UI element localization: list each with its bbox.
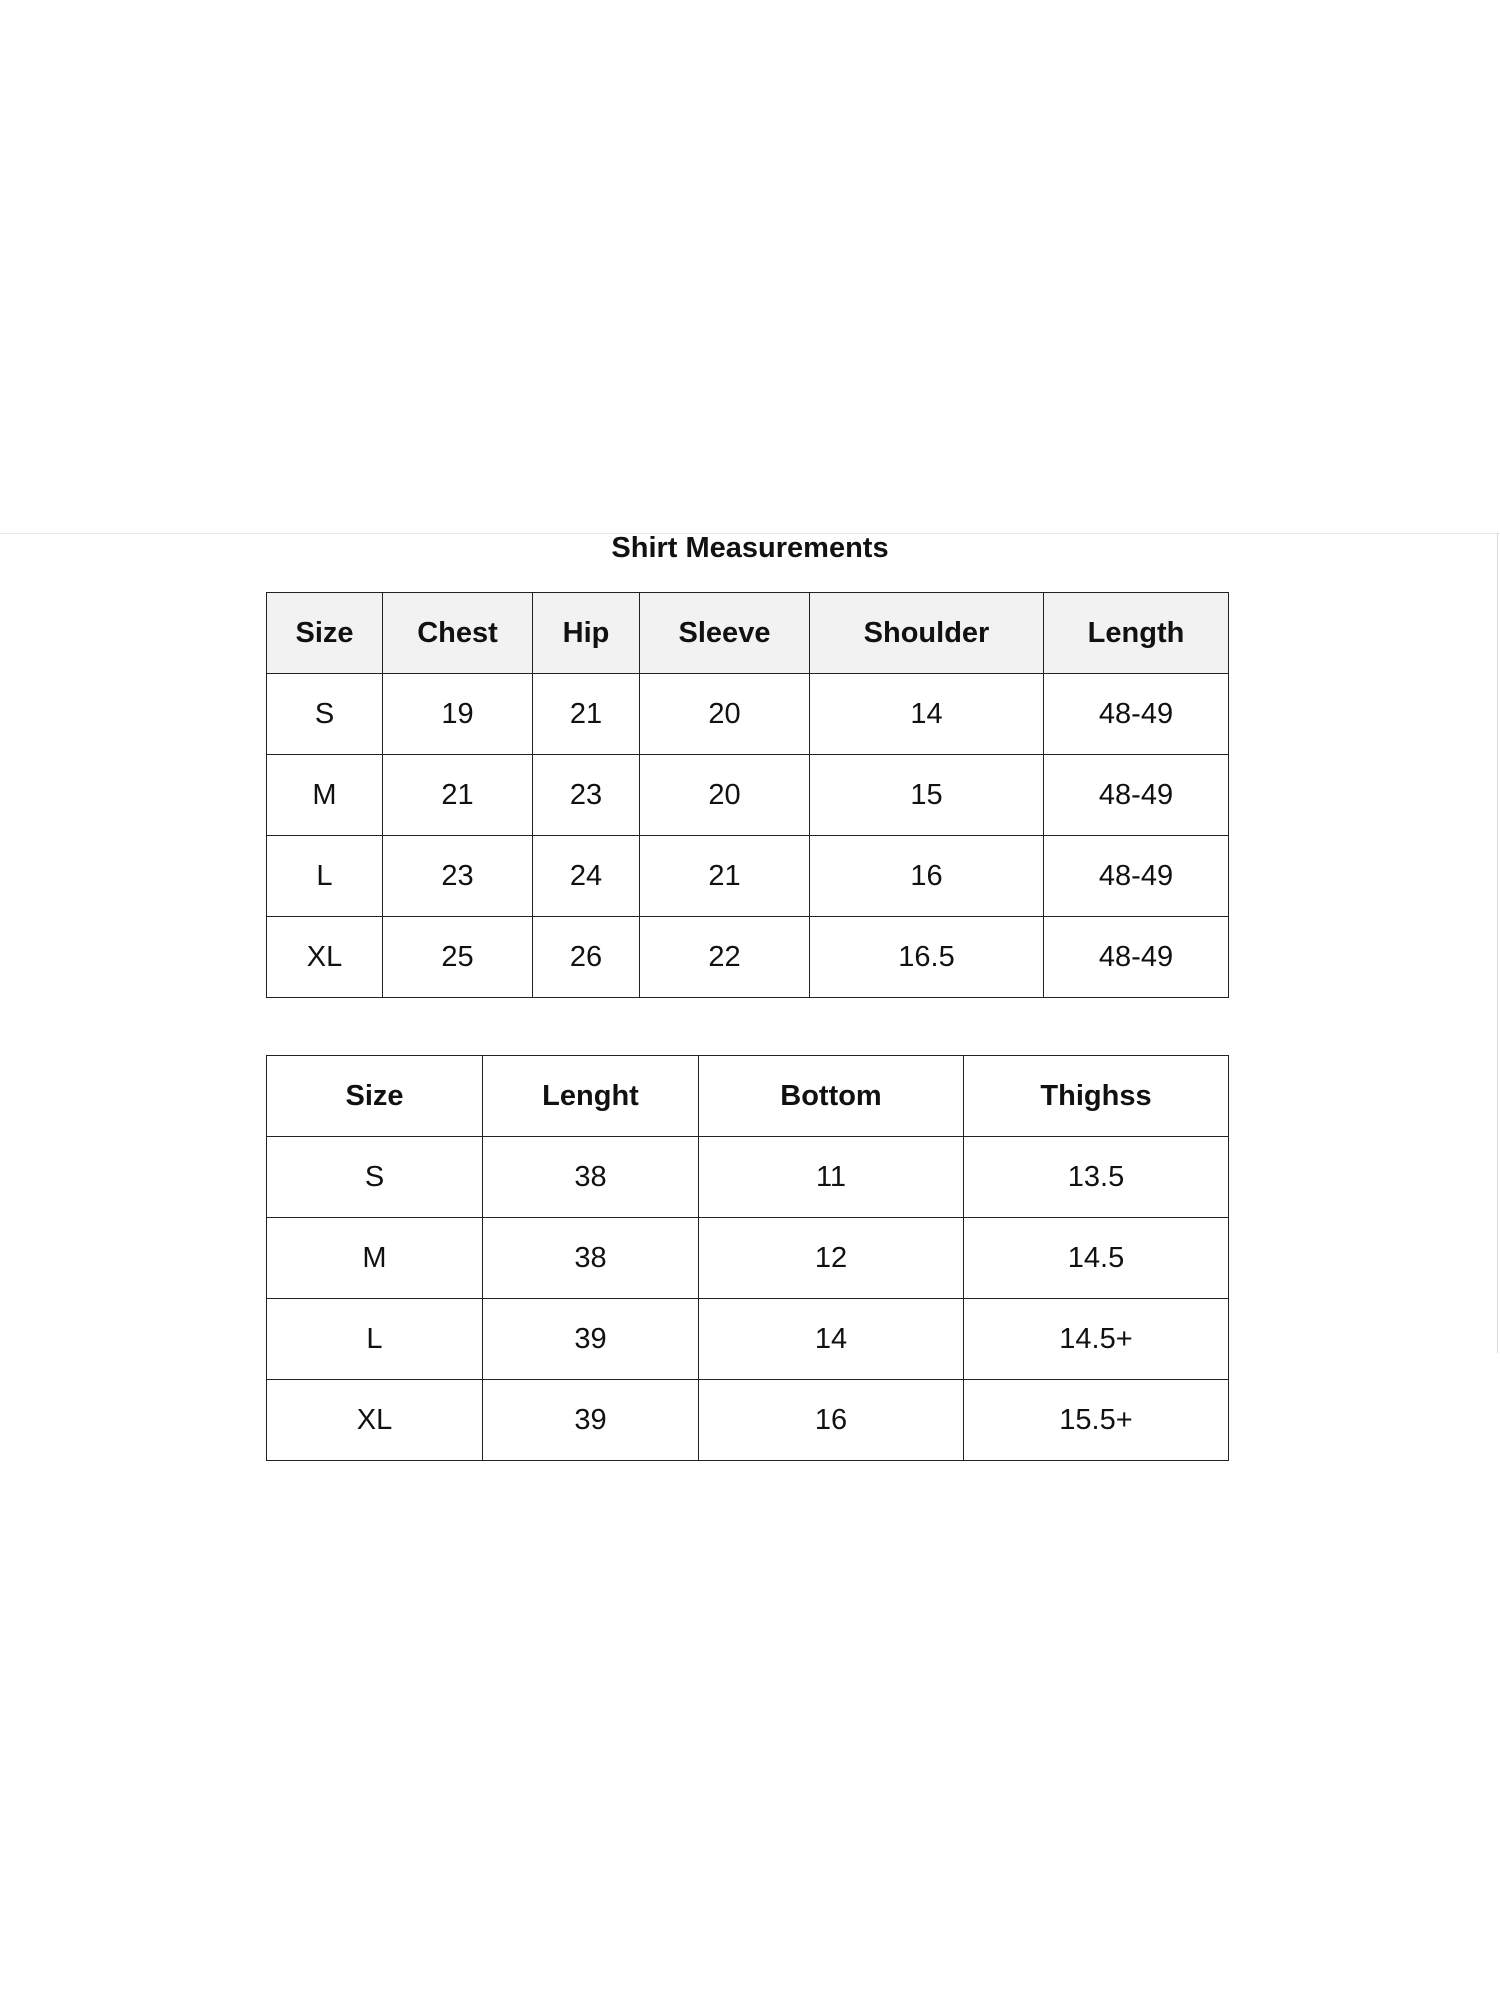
table-cell: XL (267, 1380, 483, 1461)
table-row (267, 836, 1229, 917)
table-cell: 14.5 (964, 1218, 1229, 1299)
header-chest: Chest (383, 593, 533, 674)
table-cell: 14.5+ (964, 1299, 1229, 1380)
pants-measurements-table (266, 1055, 1229, 1461)
table-cell: 16 (699, 1380, 964, 1461)
table-cell: 16.5 (810, 917, 1044, 998)
header-bottom: Bottom (699, 1056, 964, 1137)
table-cell: 15.5+ (964, 1380, 1229, 1461)
table-cell: 20 (640, 755, 810, 836)
header-sleeve: Sleeve (640, 593, 810, 674)
table-cell: S (267, 1137, 483, 1218)
table-cell: 21 (640, 836, 810, 917)
table-cell: 48-49 (1044, 836, 1229, 917)
table-cell: 21 (383, 755, 533, 836)
table-cell: 19 (383, 674, 533, 755)
table-row (267, 1380, 1229, 1461)
table-cell: 23 (383, 836, 533, 917)
header-length: Length (1044, 593, 1229, 674)
table-cell: L (267, 836, 383, 917)
header-size: Size (267, 1056, 483, 1137)
table-row (267, 674, 1229, 755)
header-size: Size (267, 593, 383, 674)
header-thighss: Thighss (964, 1056, 1229, 1137)
table-cell: 39 (483, 1380, 699, 1461)
table-cell: 11 (699, 1137, 964, 1218)
table-cell: M (267, 755, 383, 836)
table-row (267, 1299, 1229, 1380)
table-cell: 39 (483, 1299, 699, 1380)
table-cell: 14 (810, 674, 1044, 755)
table-cell: 24 (533, 836, 640, 917)
table-cell: S (267, 674, 383, 755)
header-lenght: Lenght (483, 1056, 699, 1137)
table-row (267, 755, 1229, 836)
table-cell: 14 (699, 1299, 964, 1380)
table-cell: 26 (533, 917, 640, 998)
table-cell: 48-49 (1044, 674, 1229, 755)
table-header-row (267, 593, 1229, 674)
right-edge-divider (1497, 533, 1498, 1353)
table-cell: 48-49 (1044, 917, 1229, 998)
table-cell: XL (267, 917, 383, 998)
table-cell: 21 (533, 674, 640, 755)
table-header-row (267, 1056, 1229, 1137)
table-cell: L (267, 1299, 483, 1380)
header-shoulder: Shoulder (810, 593, 1044, 674)
table-cell: 15 (810, 755, 1044, 836)
table-row (267, 1218, 1229, 1299)
header-hip: Hip (533, 593, 640, 674)
table-cell: 12 (699, 1218, 964, 1299)
table-cell: 22 (640, 917, 810, 998)
table-cell: 48-49 (1044, 755, 1229, 836)
shirt-measurements-table (266, 592, 1229, 998)
table-cell: 13.5 (964, 1137, 1229, 1218)
table-cell: 16 (810, 836, 1044, 917)
table-cell: 25 (383, 917, 533, 998)
table-row (267, 1137, 1229, 1218)
table-cell: 38 (483, 1218, 699, 1299)
table-cell: M (267, 1218, 483, 1299)
table-cell: 23 (533, 755, 640, 836)
table-row (267, 917, 1229, 998)
table-cell: 20 (640, 674, 810, 755)
table-cell: 38 (483, 1137, 699, 1218)
page-title: Shirt Measurements (611, 532, 889, 564)
